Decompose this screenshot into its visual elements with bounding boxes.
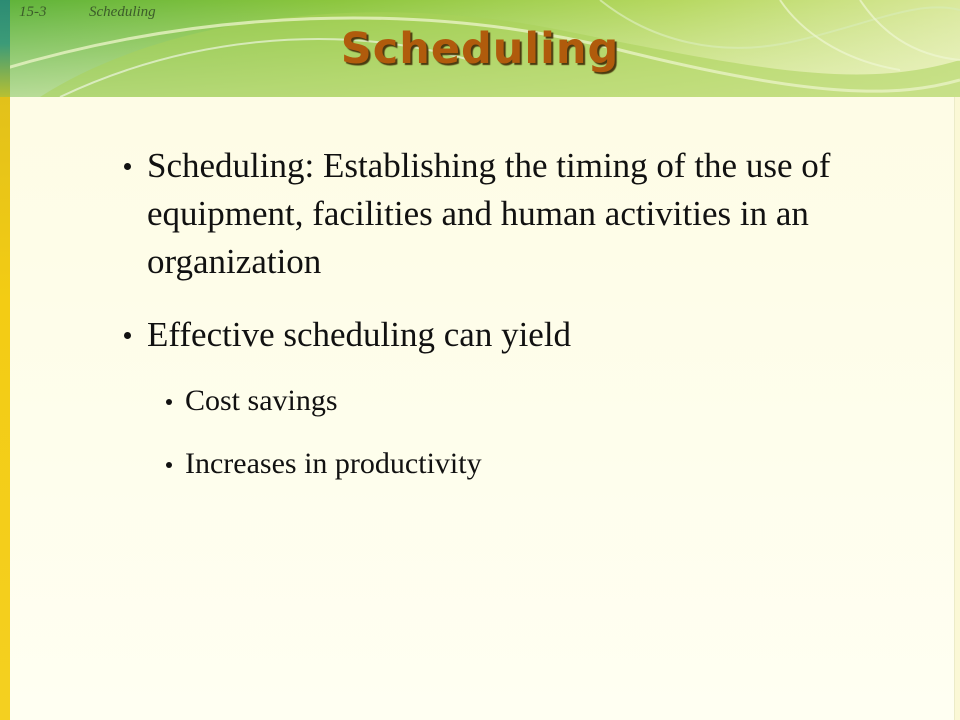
slide-title: Scheduling bbox=[340, 24, 620, 74]
bullet-text: Effective scheduling can yield bbox=[147, 315, 572, 354]
bullet-benefits bbox=[120, 311, 880, 359]
left-accent-top bbox=[0, 0, 10, 97]
chapter-number: 15-3 bbox=[19, 4, 47, 20]
left-accent-stripe bbox=[0, 0, 10, 720]
sub-bullet-dot bbox=[166, 462, 172, 468]
bullet-dot bbox=[124, 332, 131, 339]
slide-content bbox=[120, 142, 880, 507]
sub-bullet-text: Cost savings bbox=[185, 384, 338, 417]
sub-bullet-cost-savings bbox=[162, 381, 880, 421]
sub-bullet-dot bbox=[166, 399, 172, 405]
right-border bbox=[954, 97, 960, 720]
sub-bullet-text: Increases in productivity bbox=[185, 447, 482, 480]
bullet-text: Scheduling: Establishing the timing of the use of equipment, facilities and human activities in an organization bbox=[147, 146, 831, 281]
bullet-definition bbox=[120, 142, 880, 286]
bullet-dot bbox=[124, 163, 131, 170]
sub-bullet-productivity bbox=[162, 444, 880, 484]
chapter-title: Scheduling bbox=[89, 4, 156, 20]
